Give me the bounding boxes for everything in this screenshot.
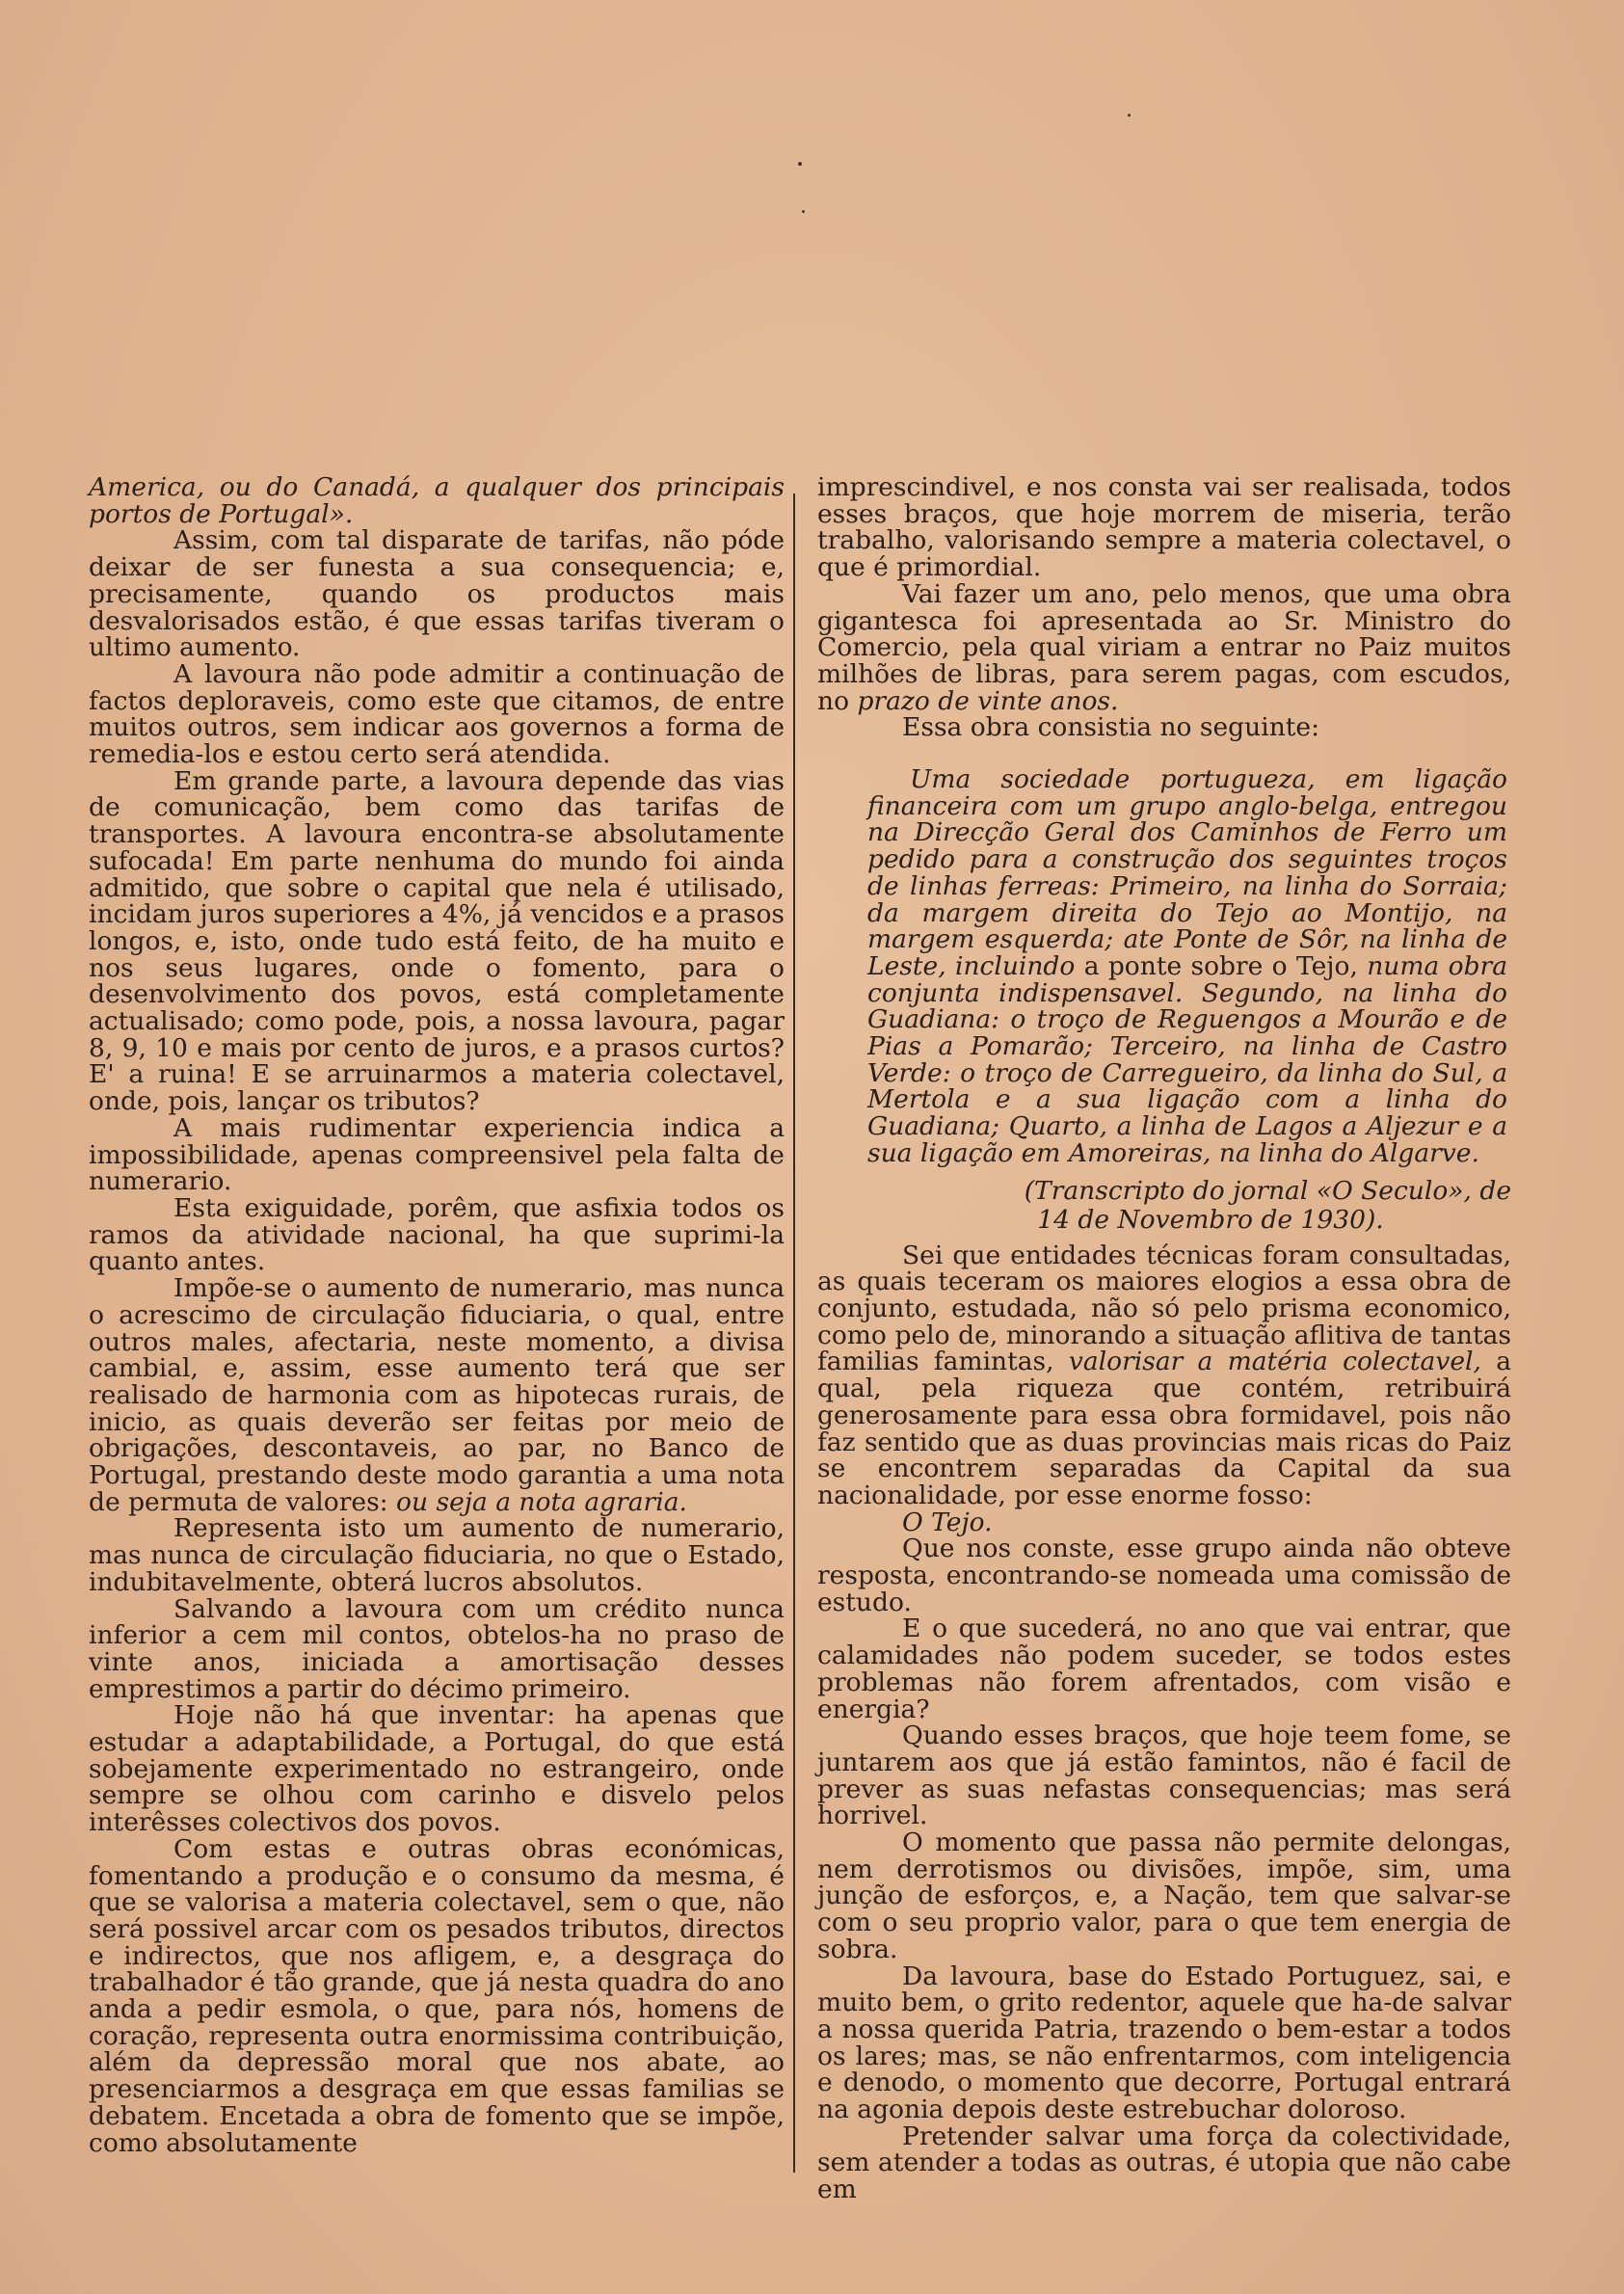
paragraph: Pretender salvar uma força da colectividade, sem atender a todas as outras, é utopia que não cabe em	[817, 2121, 1511, 2205]
credit-line: (Transcripto do jornal «O Seculo», de	[1024, 1175, 1511, 1206]
paper-speck	[798, 162, 802, 166]
paragraph-text: a qual, pela riqueza que contém, retribuirá generosamente para essa obra formidavel, pois não faz sentido que as duas provincias mais ricas do Paiz se encontrem separadas da Capital da sua nacionalidade, por esse enorme fosso:	[817, 1347, 1511, 1510]
quote-text	[867, 766, 1507, 1167]
paragraph: A mais rudimentar experiencia indica a impossibilidade, apenas compreensivel pela falta de numerario.	[89, 1112, 785, 1197]
paragraph-sei	[817, 1242, 1511, 1509]
paper-speck	[802, 210, 805, 213]
column-divider	[793, 493, 795, 2173]
railway-quote	[817, 766, 1511, 1167]
paragraph-text: Vai fazer um ano, pelo menos, que uma obra gigantesca foi apresentada ao Sr. Ministro do Comercio, pela qual viriam a entrar no Paiz muitos milhões de libras, para serem pagas, com escudos, no	[817, 578, 1511, 716]
paragraph-obra	[817, 578, 1511, 716]
paragraph: Com estas e outras obras económicas, fomentando a produção e o consumo da mesma, é que se valorisa a materia colectavel, sem o que, não será possivel arcar com os pesados tributos, directos e indirectos, que nos afligem, e, a desgraça do trabalhador é tão grande, que já nesta quadra do ano anda a pedir esmola, o que, para nós, homens de coração, representa outra enormissima contribuição, além da depressão moral que nos abate, ao presenciarmos a desgraça em que essas familias se debatem. Encetada a obra de fomento que se impõe, como absolutamente	[89, 1833, 785, 2158]
paragraph: A lavoura não pode admitir a continuação de factos deploraveis, como este que citamos, de entre muitos outros, sem indicar aos governos a forma de remedia-los e estou certo será atendida.	[89, 658, 785, 770]
right-continuation: imprescindivel, e nos consta vai ser realisada, todos esses braços, que hoje morrem de miseria, terão trabalho, valorisando sempre a materia colectavel, o que é primordial.	[817, 472, 1511, 583]
source-credit	[817, 1177, 1511, 1235]
quote-part: numa obra conjunta indispensavel. Segundo, na linha do Guadiana: o troço de Reguengos a Mourão e de Pias a Pomarão; Terceiro, na linha de Castro Verde: o troço de Carregueiro, da linha do Sul, a Mertola e a sua ligação com a linha do Guadiana; Quarto, a linha de Lagos a Aljezur e a sua ligação em Amoreiras, na linha do Algarve.	[867, 950, 1507, 1168]
tejo-line: O Tejo.	[902, 1507, 993, 1537]
left-continuation: America, ou do Canadá, a qualquer dos principais portos de Portugal».	[89, 472, 785, 529]
paper-speck	[1128, 114, 1131, 117]
paragraph: Quando esses braços, que hoje teem fome, se juntarem aos que já estão famintos, não é facil de prever as suas nefastas consequencias; mas será horrivel.	[817, 1720, 1511, 1831]
paragraph-obra-intro: Essa obra consistia no seguinte:	[902, 712, 1320, 743]
paragraph: E o que sucederá, no ano que vai entrar, que calamidades não podem suceder, se todos estes problemas não forem afrentados, com visão e energia?	[817, 1614, 1511, 1724]
quote-part: Uma sociedade portugueza, em ligação financeira com um grupo anglo-belga, entregou na Direcção Geral dos Caminhos de Ferro um pedido para a construção dos seguintes troços de linhas ferreas: Primeiro, na linha do Sorraia; da margem direita do Tejo ao Montijo, na margem esquerda; ate Ponte de Sôr, na linha de Leste, incluindo	[867, 764, 1507, 981]
quote-plain: a ponte sobre o Tejo,	[1083, 950, 1358, 981]
nota-agraria: ou seja a nota agraria.	[396, 1486, 687, 1517]
paragraph: Esta exiguidade, porêm, que asfixia todos os ramos da atividade nacional, ha que suprimi-la quanto antes.	[89, 1192, 785, 1277]
prazo-italic: prazo de vinte anos.	[857, 685, 1119, 716]
paragraph: Da lavoura, base do Estado Portuguez, sai, e muito bem, o grito redentor, aquele que ha-de salvar a nossa querida Patria, trazendo o bem-estar a todos os lares; mas, se não enfrentarmos, com inteligencia e denodo, o momento que decorre, Portugal entrará na agonia depois deste estrebuchar doloroso.	[817, 1961, 1511, 2125]
paragraph: Que nos conste, esse grupo ainda não obteve resposta, encontrando-se nomeada uma comissão de estudo.	[817, 1534, 1511, 1617]
paragraph: Em grande parte, a lavoura depende das vias de comunicação, bem como das tarifas de transportes. A lavoura encontra-se absolutamente sufocada! Em parte nenhuma do mundo foi ainda admitido, que sobre o capital que nela é utilisado, incidam juros superiores a 4%, já vencidos e a prasos longos, e, isto, onde tudo está feito, de ha muito e nos seus lugares, onde o fomento, para o desenvolvimento dos povos, está completamente actualisado; como pode, pois, a nossa lavoura, pagar 8, 9, 10 e mais por cento de juros, e a prasos curtos? E' a ruina! E se arruinarmos a materia colectavel, onde, pois, lançar os tributos?	[89, 765, 785, 1117]
right-column	[817, 474, 1511, 2203]
credit-line: 14 de Novembro de 1930).	[1037, 1204, 1384, 1235]
paragraph: Hoje não há que inventar: ha apenas que estudar a adaptabilidade, a Portugal, do que está sobejamente experimentado no estrangeiro, onde sempre se olhou com carinho e disvelo pelos interêsses colectivos dos povos.	[89, 1700, 785, 1838]
paragraph: Assim, com tal disparate de tarifas, não póde deixar de ser funesta a sua consequencia; e, precisamente, quando os productos mais desvalorisados estão, é que essas tarifas tiveram o ultimo aumento.	[89, 525, 785, 663]
valorisar-italic: valorisar a matéria colectavel,	[1068, 1347, 1481, 1377]
paragraph-text: Sei que entidades técnicas foram consultadas, as quais teceram os maiores elogios a essa obra de conjunto, estudada, não só pelo prisma economico, como pelo de, minorando a situação aflitiva de tantas familias famintas,	[817, 1240, 1511, 1377]
paragraph: Representa isto um aumento de numerario, mas nunca de circulação fiduciaria, no que o Estado, indubitavelmente, obterá lucros absolutos.	[89, 1513, 785, 1597]
paragraph-text: Impõe-se o aumento de numerario, mas nunca o acrescimo de circulação fiduciaria, o qual, entre outros males, afectaria, neste momento, a divisa cambial, e, assim, esse aumento terá que ser realisado de harmonia com as hipotecas rurais, de inicio, as quais deverão ser feitas por meio de obrigações, descontaveis, ao par, no Banco de Portugal, prestando deste modo garantia a uma nota de permuta de valores:	[89, 1273, 785, 1517]
paragraph: Salvando a lavoura com um crédito nunca inferior a cem mil contos, obtelos-ha no praso de vinte anos, iniciada a amortisação desses emprestimos a partir do décimo primeiro.	[89, 1593, 785, 1704]
paragraph: O momento que passa não permite delongas, nem derrotismos ou divisões, impõe, sim, uma junção de esforços, e, a Nação, tem que salvar-se com o seu proprio valor, para o que tem energia de sobra.	[817, 1827, 1511, 1964]
paragraph-hipotecas	[89, 1275, 785, 1515]
left-column	[89, 474, 785, 2156]
